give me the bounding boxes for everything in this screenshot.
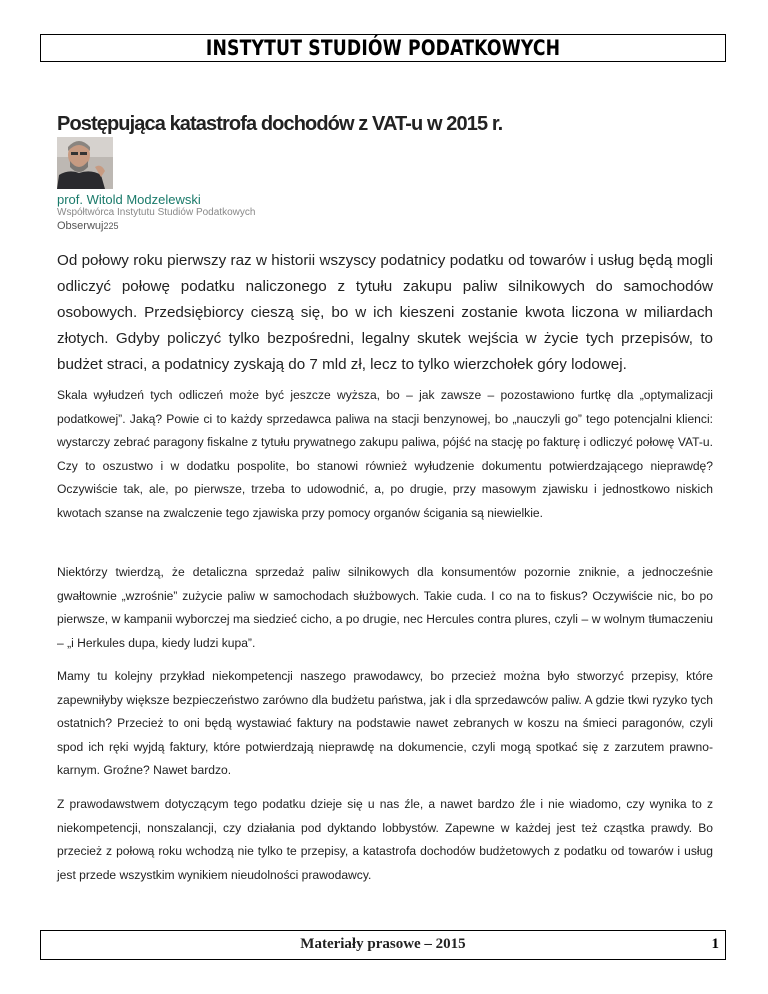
header-box [40,34,726,62]
body-paragraph-3: Mamy tu kolejny przykład niekompetencji naszego prawodawcy, bo przecież można było stworzyć przepisy, które zapewniłyby większe bezpieczeństwo zarówno dla budżetu państwa, jak i dla sprzedawców paliw. A gdzie tkwi ryzyko tych ostatnich? Przecież to oni będą wystawiać faktury na podstawie nawet zebranych w koszu na śmieci paragonów, czyli spod ich ręki wyjdą faktury, które potwierdzają nieprawdę na dokumencie, czyli mogą spotkać się z zarzutem prawno-karnym. Groźne? Nawet bardzo. [57,669,713,777]
page-number: 1 [711,936,719,952]
article-title: Postępująca katastrofa dochodów z VAT-u w 2015 r. [57,113,503,135]
body-paragraph-4: Z prawodawstwem dotyczącym tego podatku dzieje się u nas źle, a nawet bardzo źle i nie wiadomo, czy wynika to z niekompetencji, nonszalancji, czy działania pod dyktando lobbystów. Zapewne w każdej jest też cząstka prawdy. Bo przecież z połową roku wchodzą nie tylko te przepisy, a katastrofa dochodów budżetowych z podatku od towarów i usług jest przede wszystkim wynikiem nieudolności prawodawcy. [57,797,713,882]
author-photo [57,137,113,189]
body-paragraph-1: Skala wyłudzeń tych odliczeń może być jeszcze wyższa, bo – jak zawsze – pozostawiono furtkę dla „optymalizacji podatkowej”. Jaką? Powie ci to każdy sprzedawca paliwa na stacji benzynowej, bo „nauczyli go” tego potencjalni klienci: wystarczy zebrać paragony fiskalne z tytułu prywatnego zakupu paliwa, pójść na stację po fakturę i odliczyć połowę VAT-u. Czy to oszustwo i w dodatku pospolite, bo stanowi również wyłudzenie dokumentu potwierdzającego nieprawdę? Oczywiście tak, ale, po pierwsze, trzeba to udowodnić, a, po drugie, przy masowym zjawisku i jednostkowo niskich kwotach szanse na zwalczenie tego zjawiska przy pomocy organów ścigania są niewielkie. [57,388,713,520]
institute-title: INSTYTUT STUDIÓW PODATKOWYCH [205,36,561,60]
follow-label: Obserwuj [57,220,104,232]
lead-paragraph: Od połowy roku pierwszy raz w historii wszyscy podatnicy podatku od towarów i usług będą mogli odliczyć połowę podatku naliczonego z tytułu zakupu paliw silnikowych do samochodów osobowych. Przedsiębiorcy cieszą się, bo w ich kieszeni zostanie kwota liczona w miliardach złotych. Gdyby policzyć tylko bezpośredni, legalny skutek wejścia w życie tych przepisów, to budżet straci, a podatnicy zyskają do 7 mld zł, lecz to tylko wierzchołek góry lodowej. [57,252,713,373]
author-role: Współtwórca Instytutu Studiów Podatkowych [57,207,256,218]
author-name[interactable]: prof. Witold Modzelewski [57,192,201,207]
author-avatar[interactable] [57,137,113,189]
body-paragraph-2: Niektórzy twierdzą, że detaliczna sprzedaż paliw silnikowych dla konsumentów pozornie zniknie, a jednocześnie gwałtownie „wzrośnie” zużycie paliw w samochodach służbowych. Takie cuda. I co na to fiskus? Oczywiście nic, bo po pierwsze, w kampanii wyborczej ma siedzieć cicho, a po drugie, nec Hercules contra plures, czyli – w wolnym tłumaczeniu – „i Herkules dupa, kiedy ludzi kupa”. [57,565,713,650]
footer-box [40,930,726,960]
footer-text: Materiały prasowe – 2015 [300,936,466,952]
follow-button[interactable] [57,220,119,232]
follower-count: 225 [103,221,119,231]
